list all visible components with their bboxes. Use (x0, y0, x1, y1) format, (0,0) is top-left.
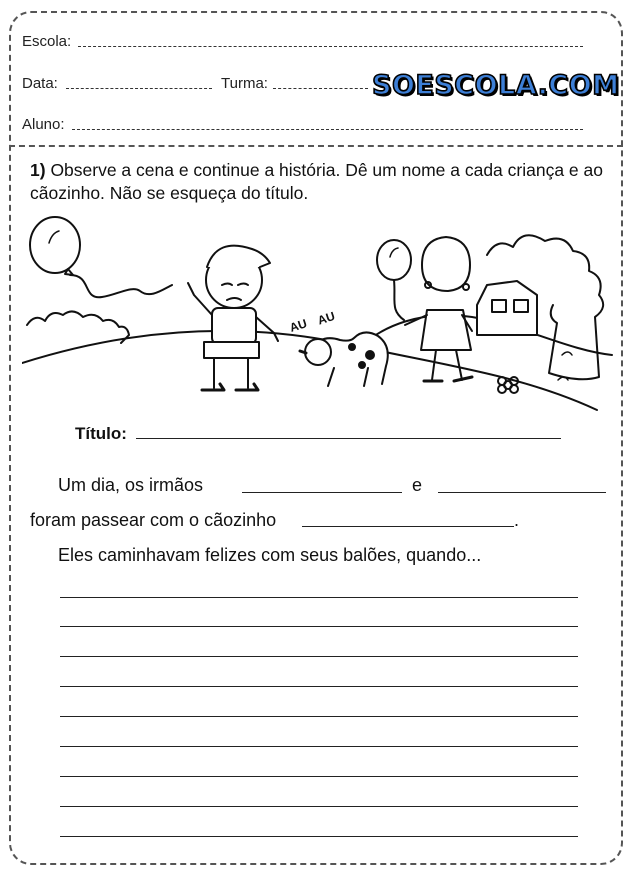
story-line2-period: . (514, 510, 520, 530)
bark-text-1: AU (287, 316, 309, 335)
story-line1-and: e (412, 475, 423, 495)
title-label: Título: (75, 424, 127, 443)
aluno-field[interactable] (72, 129, 583, 130)
story-line2-start: foram passear com o cãozinho (30, 510, 277, 530)
right-balloon (377, 240, 411, 320)
scene-illustration (22, 205, 617, 415)
writing-line[interactable] (60, 776, 578, 777)
writing-line[interactable] (60, 626, 578, 627)
writing-line[interactable] (60, 656, 578, 657)
title-field[interactable] (136, 438, 561, 439)
left-balloon (30, 217, 172, 297)
bark-text-2: AU (315, 308, 337, 328)
turma-label: Turma: (221, 75, 268, 92)
question-text: Observe a cena e continue a história. Dê um nome a cada criança e ao cãozinho. Não se esqueça do título. (30, 160, 603, 203)
story-line1-start: Um dia, os irmãos (58, 475, 204, 495)
question-prompt (30, 159, 620, 205)
story-line3: Eles caminhavam felizes com seus balões, quando... (58, 545, 482, 565)
house-and-tree (477, 235, 603, 380)
sibling1-name-field[interactable] (242, 492, 402, 493)
girl-figure (405, 237, 472, 381)
site-logo: SOESCOLA.COM (372, 70, 620, 101)
dog-name-field[interactable] (302, 526, 514, 527)
aluno-label: Aluno: (22, 116, 65, 133)
question-number: 1) (30, 160, 46, 180)
escola-field[interactable] (78, 46, 583, 47)
writing-line[interactable] (60, 836, 578, 837)
writing-line[interactable] (60, 597, 578, 598)
turma-field[interactable] (273, 88, 368, 89)
data-label: Data: (22, 75, 58, 92)
dog-figure (300, 332, 388, 386)
writing-line[interactable] (60, 806, 578, 807)
sibling2-name-field[interactable] (438, 492, 606, 493)
data-field[interactable] (66, 88, 212, 89)
writing-line[interactable] (60, 686, 578, 687)
writing-line[interactable] (60, 716, 578, 717)
escola-label: Escola: (22, 33, 72, 50)
writing-line[interactable] (60, 746, 578, 747)
boy-figure (188, 246, 278, 390)
left-bushes (27, 311, 129, 343)
header-divider (9, 145, 623, 147)
